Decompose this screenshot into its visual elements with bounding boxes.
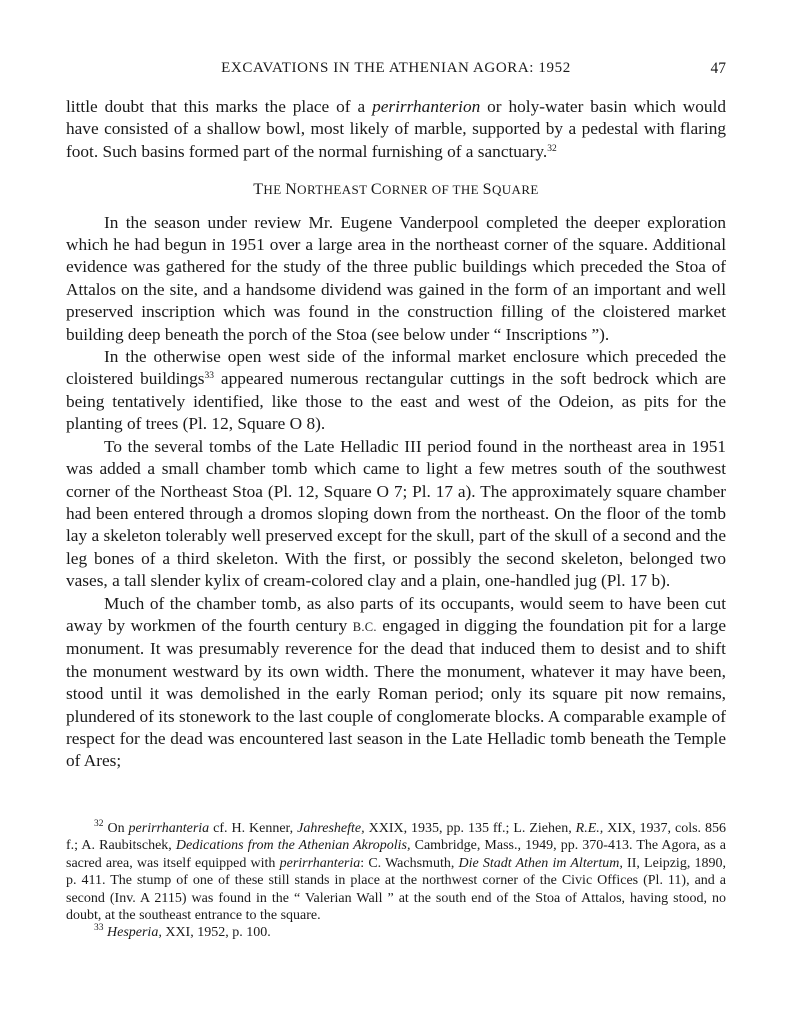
paragraph-tree-pits: In the otherwise open west side of the informal market enclosure which preceded the cloistered buildings$^{33}$ appeared numerous rectangular cuttings in the soft bedrock which are being tentatively identified, like those to the east and west of the Odeion, as pits for the planting of trees (Pl. 12, Square O 8). xyxy=(66,347,726,434)
paragraph-continued: little doubt that this marks the place of a perirrhanterion or holy-water basin which would have consisted of a shallow bowl, most likely of marble, supported by a pedestal with flaring foot. Such basins formed part of the normal furnishing of a sanctuary.$^{32}$ xyxy=(66,97,727,161)
bc-abbreviation: B.C. xyxy=(352,619,377,634)
footnotes xyxy=(66,820,726,942)
paragraph-chamber-tomb: To the several tombs of the Late Helladic III period found in the northeast area in 1951 was added a small chamber tomb which came to light a few metres south of the southwest corner of the Northeast Stoa (Pl. 12, Square O 7; Pl. 17 a). The approximately square chamber had been entered through a dromos sloping down from the northeast. On the floor of the tomb lay a skeleton tolerably well preserved except for the skull, part of the skull of a second and the leg bones of a third skeleton. With the first, or possibly the second skeleton, belonged two vases, a tall slender kylix of cream-colored clay and a plain, one-handled jug (Pl. 17 b). xyxy=(66,436,726,591)
body-text xyxy=(66,96,726,773)
perirrhanterion-term: perirrhanterion xyxy=(372,97,481,116)
paragraph-monument: Much of the chamber tomb, as also parts of its occupants, would seem to have been cut away by workmen of the fourth century B.C. engaged in digging the foundation pit for a large monument. It was presumably reverence for the dead that induced them to desist and to shift the monument westward by its own width. There the monument, whatever it may have been, stood until it was demolished in the early Roman period; only its square pit now remains, plundered of its stonework to the last couple of conglomerate blocks. A comparable example of respect for the dead was encountered last season in the Late Helladic tomb beneath the Temple of Ares; xyxy=(66,593,727,771)
running-head-title: EXCAVATIONS IN THE ATHENIAN AGORA: 1952 xyxy=(221,60,571,76)
footnote-33: $^{33}$ Hesperia, XXI, 1952, p. 100. xyxy=(94,923,271,941)
running-head xyxy=(66,60,726,82)
section-heading: THE NORTHEAST CORNER OF THE SQUARE xyxy=(253,181,539,199)
footnote-ref-32[interactable]: 32 xyxy=(547,143,557,154)
footnote-ref-33[interactable]: 33 xyxy=(204,371,214,382)
paragraph-season: In the season under review Mr. Eugene Vanderpool completed the deeper exploration which he had begun in 1951 over a large area in the northeast corner of the square. Additional evidence was gathered for the study of the three public buildings which preceded the Stoa of Attalos on the site, and a handsome dividend was gained in the form of an important and well preserved inscription which was found in the construction filling of the cloistered market building deep beneath the porch of the Stoa (see below under “ Inscriptions ”). xyxy=(66,212,726,344)
page-number: 47 xyxy=(710,60,726,77)
footnote-32: $^{32}$ On perirrhanteria cf. H. Kenner, Jahreshefte, XXIX, 1935, pp. 135 ff.; L. Ziehen, R.E., XIX, 1937, cols. 856 f.; A. Raubitschek, Dedications from the Athenian Akropolis, Cambridge, Mass., 1949, pp. 370-413. The Agora, as a sacred area, was itself equipped with perirrhanteria: C. Wachsmuth, Die Stadt Athen im Altertum, II, Leipzig, 1890, p. 411. The stump of one of these still stands in place at the northwest corner of the Civic Offices (Pl. 11), and a second (Inv. A 2115) was found in the “ Valerian Wall ” at the south end of the Stoa of Attalos, having stood, no doubt, at the southeast entrance to the square. xyxy=(66,819,726,924)
